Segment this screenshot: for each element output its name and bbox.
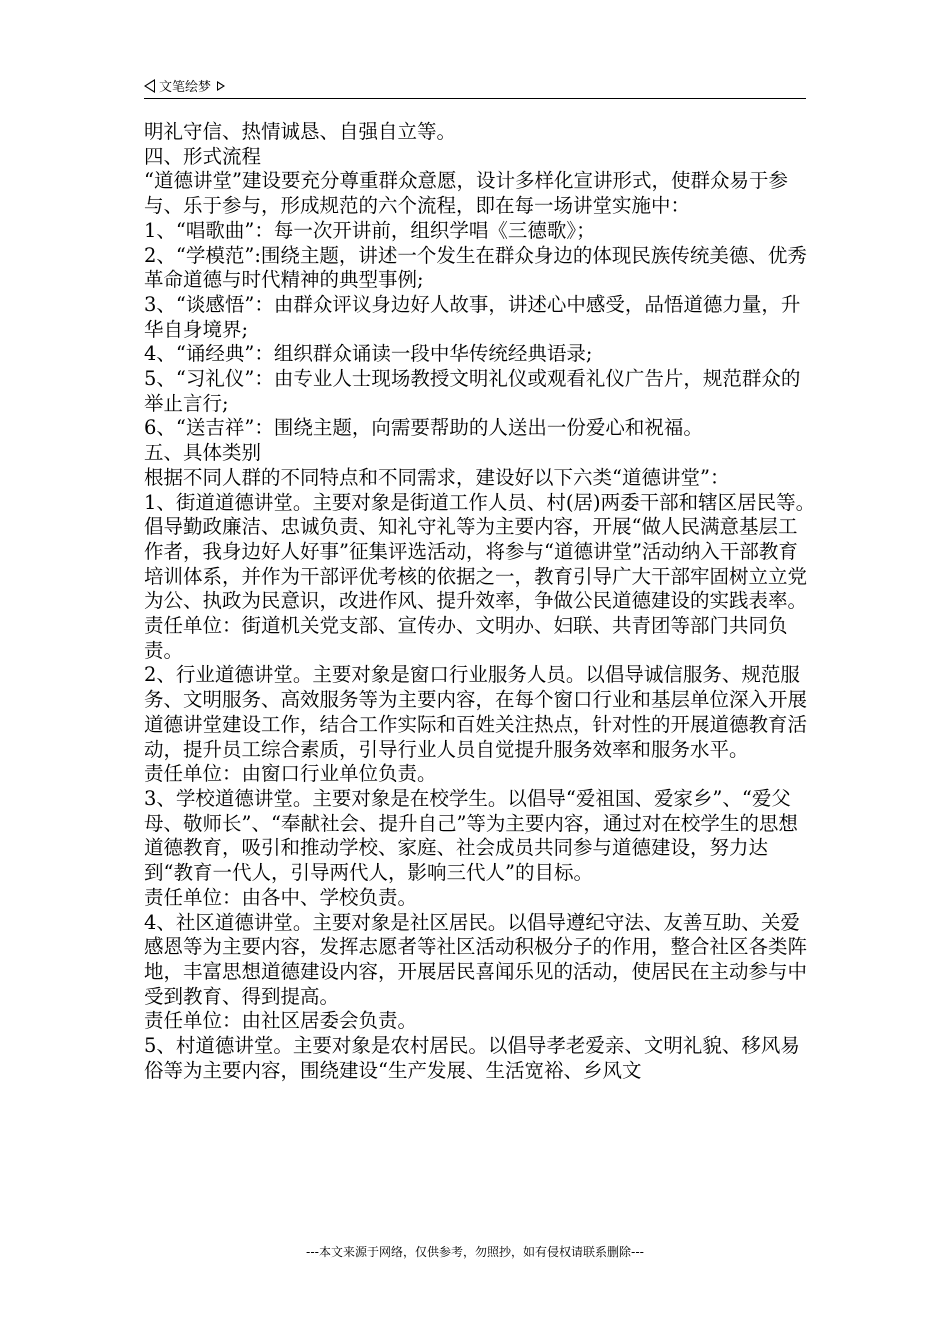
paragraph: 2、行业道德讲堂。主要对象是窗口行业服务人员。以倡导诚信服务、规范服务、文明服务、高效服务等为主要内容，在每个窗口行业和基层单位深入开展道德讲堂建设工作，结合工作实际和百姓关注热点，针对性的开展道德教育活动，提升员工综合素质，引导行业人员自觉提升服务效率和服务水平。 [144, 663, 808, 761]
paragraph: 明礼守信、热情诚恳、自强自立等。 [144, 120, 457, 143]
list-item: 1、“唱歌曲”：每一次开讲前，组织学唱《三德歌》； [144, 218, 596, 242]
section-heading: 四、形式流程 [144, 144, 262, 168]
paragraph: 责任单位：由各中、学校负责。 [144, 885, 418, 909]
list-item: 3、“谈感悟”：由群众评议身边好人故事，讲述心中感受，品悟道德力量，升华自身境界; [144, 292, 801, 341]
paragraph: 责任单位：由窗口行业单位负责。 [144, 762, 437, 786]
page-footer: ---本文来源于网络，仅供参考，勿照抄，如有侵权请联系删除--- [306, 1245, 644, 1259]
paragraph: “道德讲堂”建设要充分尊重群众意愿，设计多样化宣讲形式，使群众易于参与、乐于参与，形成规范的六个流程，即在每一场讲堂实施中： [144, 169, 788, 218]
paragraph: 根据不同人群的不同特点和不同需求，建设好以下六类“道德讲堂”： [144, 465, 730, 489]
paragraph: 责任单位：街道机关党支部、宣传办、文明办、妇联、共青团等部门共同负责。 [144, 614, 788, 662]
paragraph: 4、社区道德讲堂。主要对象是社区居民。以倡导遵纪守法、友善互助、关爱感恩等为主要内容，发挥志愿者等社区活动积极分子的作用，整合社区各类阵地，丰富思想道德建设内容，开展居民喜闻乐见的活动，使居民在主动参与中受到教育、得到提高。 [144, 910, 808, 1008]
list-item: 5、“习礼仪”：由专业人士现场教授文明礼仪或观看礼仪广告片，规范群众的举止言行; [144, 367, 801, 415]
paragraph: 3、学校道德讲堂。主要对象是在校学生。以倡导“爱祖国、爱家乡”、“爱父母、敬师长”、“奉献社会、提升自己”等为主要内容，通过对在校学生的思想道德教育，吸引和推动学校、家庭、社会成员共同参与道德建设，努力达到“教育一代人，引导两代人，影响三代人”的目标。 [144, 786, 798, 885]
list-item: 6、“送吉祥”：围绕主题，向需要帮助的人送出一份爱心和祝福。 [144, 416, 703, 440]
header-brand [144, 76, 225, 95]
section-heading: 五、具体类别 [144, 441, 262, 465]
document-body [144, 120, 816, 1083]
paragraph: 5、村道德讲堂。主要对象是农村居民。以倡导孝老爱亲、文明礼貌、移风易俗等为主要内容，围绕建设“生产发展、生活宽裕、乡风文 [144, 1034, 800, 1082]
paragraph: 责任单位：由社区居委会负责。 [144, 1009, 418, 1033]
list-item: 4、“诵经典”：组织群众诵读一段中华传统经典语录; [144, 342, 593, 366]
page-header [144, 74, 806, 99]
list-item: 2、“学模范”:围绕主题，讲述一个发生在群众身边的体现民族传统美德、优秀革命道德与时代精神的典型事例; [144, 243, 807, 292]
left-triangle-icon [144, 79, 155, 93]
right-triangle-icon [217, 81, 225, 91]
paragraph: 1、街道道德讲堂。主要对象是街道工作人员、村(居)两委干部和辖区居民等。倡导勤政廉洁、忠诚负责、知礼守礼等为主要内容，开展“做人民满意基层工作者，我身边好人好事”征集评选活动，将参与“道德讲堂”活动纳入干部教育培训体系，并作为干部评优考核的依据之一，教育引导广大干部牢固树立立党为公、执政为民意识，改进作风、提升效率，争做公民道德建设的实践表率。 [144, 490, 816, 613]
header-brand-text: 文笔绘梦 [159, 80, 212, 95]
